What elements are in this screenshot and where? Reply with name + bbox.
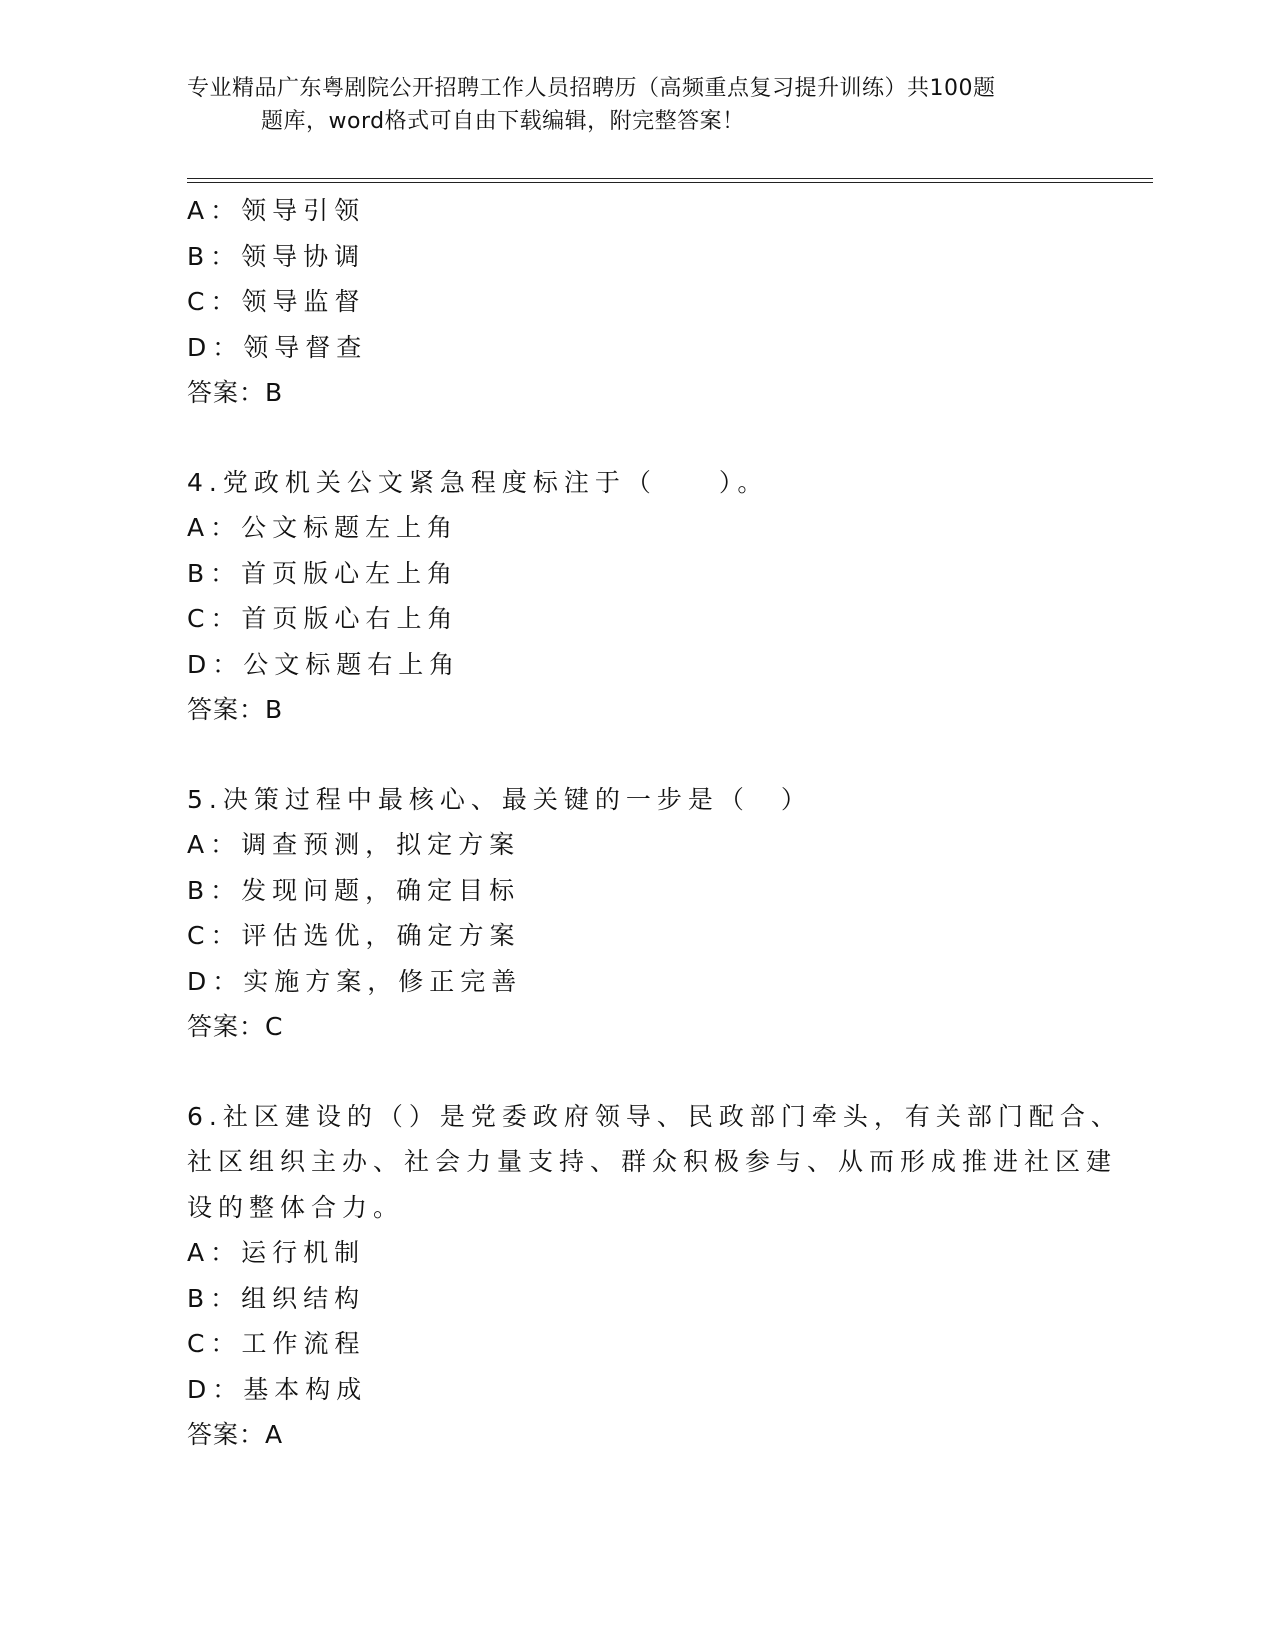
question-6: [187, 1094, 1147, 1458]
question-text-line3: 设的整体合力。: [187, 1192, 405, 1222]
question-text-line2: 社区组织主办、社会力量支持、群众积极参与、从而形成推进社区建: [187, 1147, 1118, 1176]
option-a: A：调查预测，拟定方案: [187, 830, 521, 859]
question-5: [187, 777, 1147, 1050]
option-b: B：首页版心左上角: [187, 558, 459, 588]
question-text: 5.决策过程中最核心、最关键的一步是（ ）: [187, 784, 812, 814]
answer: 答案：B: [187, 378, 284, 407]
header-title-line1: 专业精品广东粤剧院公开招聘工作人员招聘历（高频重点复习提升训练）共100题: [187, 76, 996, 101]
option-a: A：领导引领: [187, 196, 366, 225]
answer: 答案：A: [187, 1420, 284, 1449]
option-a: A：公文标题左上角: [187, 513, 459, 542]
option-b: B：组织结构: [187, 1283, 366, 1313]
option-a: A：运行机制: [187, 1238, 366, 1267]
option-c: C：首页版心右上角: [187, 604, 459, 633]
document-header: [187, 72, 1087, 138]
option-d: D：公文标题右上角: [187, 649, 461, 679]
question-list: [187, 188, 1147, 1458]
question-3: [187, 188, 1147, 416]
question-4: [187, 460, 1147, 733]
option-c: C：评估选优，确定方案: [187, 921, 521, 950]
header-rule-top: [187, 178, 1153, 179]
option-b: B：发现问题，确定目标: [187, 875, 521, 905]
header-title-line2: 题库，word格式可自由下载编辑，附完整答案！: [261, 109, 745, 134]
option-c: C：工作流程: [187, 1329, 366, 1358]
question-text-line1: 6.社区建设的（）是党委政府领导、民政部门牵头，有关部门配合、: [187, 1101, 1122, 1131]
option-b: B：领导协调: [187, 241, 366, 271]
option-d: D：领导督查: [187, 332, 368, 362]
option-d: D：基本构成: [187, 1374, 368, 1404]
answer: 答案：B: [187, 695, 284, 724]
option-c: C：领导监督: [187, 287, 366, 316]
option-d: D：实施方案，修正完善: [187, 966, 523, 996]
header-rule-bottom: [187, 182, 1153, 183]
answer: 答案：C: [187, 1012, 284, 1041]
question-text: 4.党政机关公文紧急程度标注于（ ）。: [187, 467, 769, 497]
